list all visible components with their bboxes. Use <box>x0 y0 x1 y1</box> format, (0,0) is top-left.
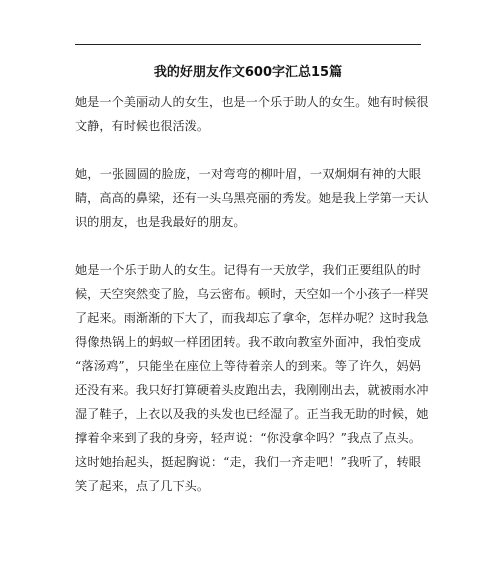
paragraph-line: 撑着伞来到了我的身旁，轻声说：“你没拿伞吗？”我点了点头。 <box>75 431 421 445</box>
paragraph-line: 候，天空突然变了脸，乌云密布。顿时，天空如一个小孩子一样哭 <box>75 287 429 301</box>
paragraph-3 <box>75 258 429 498</box>
header-rule <box>75 44 421 45</box>
paragraph-line: 她是一个乐于助人的女生。记得有一天放学，我们正要组队的时 <box>75 263 421 277</box>
paragraph-line: 还没有来。我只好打算硬着头皮跑出去，我刚刚出去，就被雨水冲 <box>75 383 429 397</box>
paragraph-line: 文静，有时候也很活泼。 <box>75 119 210 133</box>
paragraph-line: 得像热锅上的蚂蚁一样团团转。我不敢向教室外面冲，我怕变成 <box>75 335 421 349</box>
paragraph-line: 她是一个美丽动人的女生，也是一个乐于助人的女生。她有时候很 <box>75 95 429 109</box>
document-body <box>75 90 429 522</box>
paragraph-line: 湿了鞋子，上衣以及我的头发也已经湿了。正当我无助的时候，她 <box>75 407 429 421</box>
paragraph-line: 这时她抬起头，挺起胸说：“走，我们一齐走吧！”我听了，转眼 <box>75 455 421 469</box>
paragraph-line: 她，一张圆圆的脸庞，一对弯弯的柳叶眉，一双炯炯有神的大眼 <box>75 167 421 181</box>
paragraph-line: 了起来。雨渐渐的下大了，而我却忘了拿伞，怎样办呢？这时我急 <box>75 311 429 325</box>
paragraph-2 <box>75 162 429 234</box>
paragraph-1 <box>75 90 429 138</box>
paragraph-line: “落汤鸡”，只能坐在座位上等待着亲人的到来。等了许久，妈妈 <box>75 359 421 373</box>
paragraph-line: 识的朋友，也是我最好的朋友。 <box>75 215 246 229</box>
paragraph-line: 笑了起来，点了几下头。 <box>75 479 210 493</box>
paragraph-line: 睛，高高的鼻梁，还有一头乌黑亮丽的秀发。她是我上学第一天认 <box>75 191 429 205</box>
document-title: 我的好朋友作文600字汇总15篇 <box>153 65 343 80</box>
